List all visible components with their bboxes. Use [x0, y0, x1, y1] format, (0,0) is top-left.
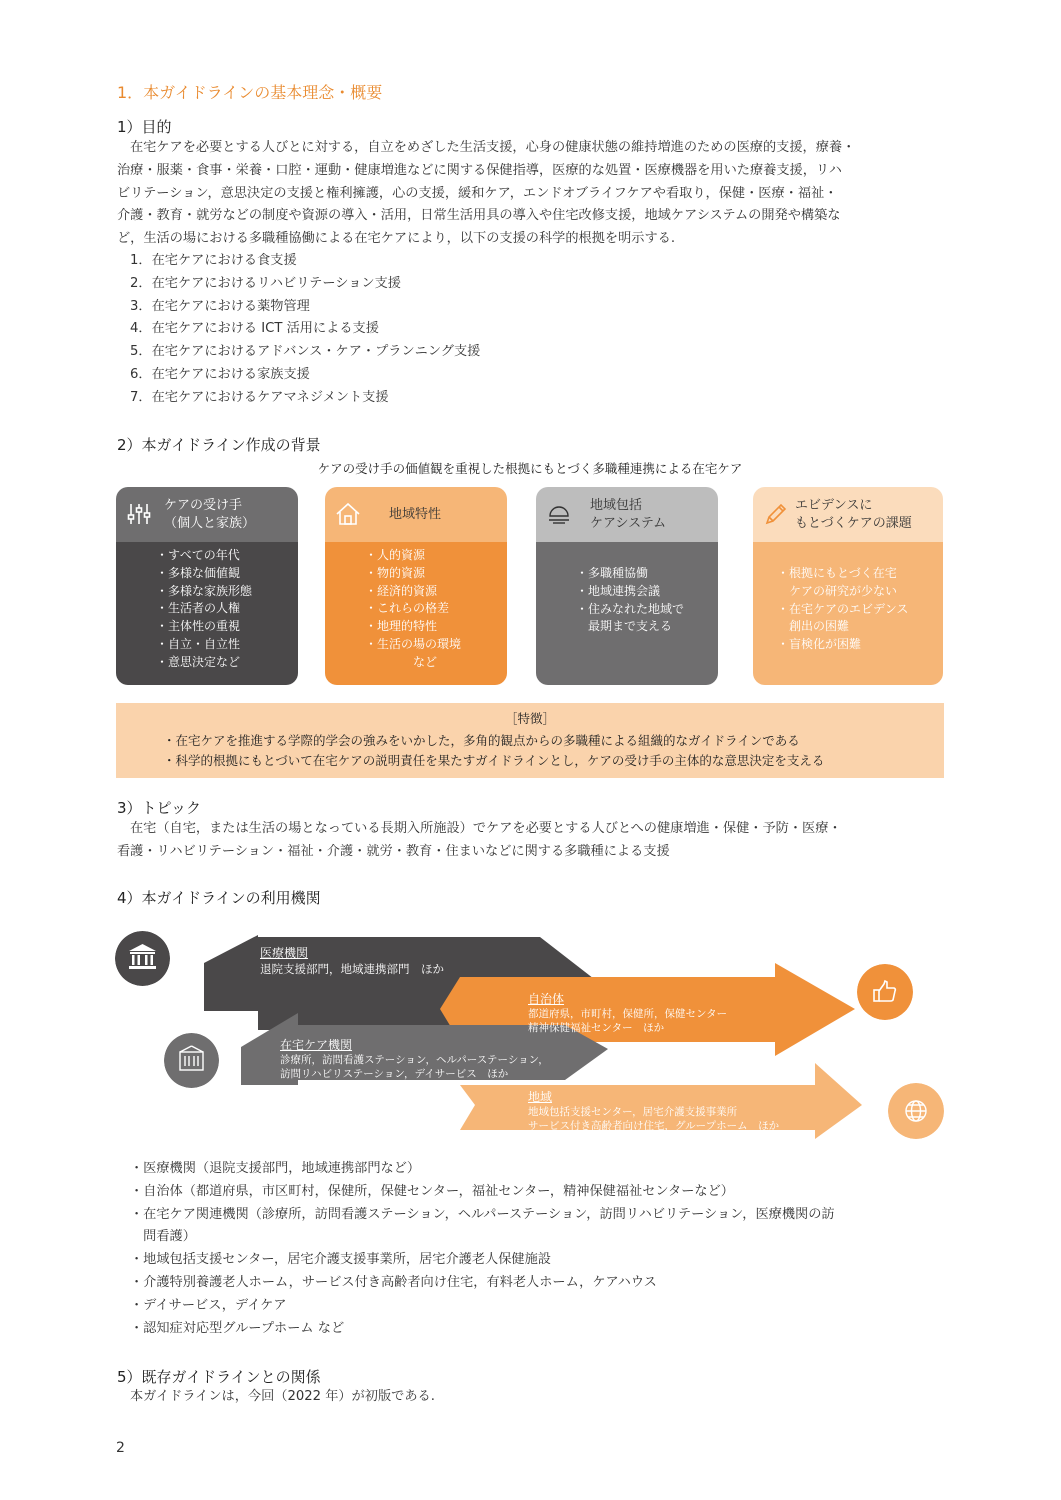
topic-heading: 3）トピック [117, 799, 201, 817]
house-icon [335, 501, 361, 527]
list-item: 7．在宅ケアにおけるケアマネジメント支援 [130, 389, 389, 405]
relation-text: 本ガイドラインは，今回（2022 年）が初版である. [130, 1389, 435, 1404]
background-heading: 2）本ガイドライン作成の背景 [117, 436, 321, 454]
feature-line: ・科学的根拠にもとづいて在宅ケアの説明責任を果たすガイドラインとし，ケアの受け手の主体的な意思決定を支える [163, 753, 825, 768]
list-item: ・自治体（都道府県，市区町村，保健所，保健センター，福祉センター，精神保健福祉センターなど） [130, 1183, 734, 1199]
arrow-home-care-label [280, 1036, 549, 1081]
card-item: 最期まで支える [576, 619, 673, 634]
list-item: 3．在宅ケアにおける薬物管理 [130, 298, 310, 314]
list-item: 6．在宅ケアにおける家族支援 [130, 366, 310, 382]
list-item: 問看護） [130, 1229, 196, 1245]
arrow-line: 訪問リハビリステーション，デイサービス ほか [280, 1068, 509, 1080]
relation-heading: 5）既存ガイドラインとの関係 [117, 1368, 321, 1386]
features-label: ［特徴］ [504, 711, 555, 726]
arrow-community-label [528, 1088, 779, 1133]
list-item: ・介護特別養護老人ホーム，サービス付き高齢者向け住宅，有料老人ホーム，ケアハウス [130, 1274, 657, 1290]
card-title-line: 地域特性 [389, 507, 442, 522]
arrow-title: 地域 [528, 1090, 553, 1104]
card-item: ・意思決定など [156, 654, 241, 669]
card-item: ・多様な家族形態 [156, 583, 253, 598]
purpose-line: ど，生活の場における多職種協働による在宅ケアにより，以下の支援の科学的根拠を明示する. [117, 231, 676, 247]
sliders-icon [126, 501, 152, 527]
feature-line: ・在宅ケアを推進する学際的学会の強みをいかした，多角的観点からの多職種による組織的なガイドラインである [163, 733, 800, 748]
topic-line: 在宅（自宅，または生活の場となっている長期入所施設）でケアを必要とする人びとへの健康増進・保健・予防・医療・ [130, 821, 842, 836]
arrow-title: 自治体 [528, 992, 565, 1006]
list-item: 2．在宅ケアにおけるリハビリテーション支援 [130, 275, 401, 291]
features-box [116, 703, 944, 778]
list-item: 1．在宅ケアにおける食支援 [130, 253, 297, 268]
institutions-heading: 4）本ガイドラインの利用機関 [117, 889, 321, 907]
card-item: ・多職種協働 [576, 566, 649, 580]
topic-paragraph [117, 818, 947, 864]
purpose-heading: 1）目的 [117, 118, 172, 136]
institutions-list [130, 1158, 950, 1340]
arrow-line: 精神保健福祉センター ほか [528, 1022, 665, 1034]
topic-line: 看護・リハビリテーション・福祉・介護・就労・教育・住まいなどに関する多職種による支援 [117, 843, 670, 859]
card-item: ・人的資源 [365, 548, 426, 562]
card-item: ・すべての年代 [156, 548, 240, 562]
card-item: ・地域連携会議 [576, 583, 661, 598]
arrow-line: 退院支援部門，地域連携部門 ほか [260, 962, 444, 976]
diagram-title: ケアの受け手の価値観を重視した根拠にもとづく多職種連携による在宅ケア [317, 461, 743, 476]
arrow-title: 在宅ケア機関 [280, 1038, 353, 1052]
list-item: 5．在宅ケアにおけるアドバンス・ケア・プランニング支援 [130, 344, 481, 360]
card-evidence-challenges [753, 487, 943, 685]
list-item: ・在宅ケア関連機関（診療所，訪問看護ステーション，ヘルパーステーション，訪問リハビリテーション，医療機関の訪 [130, 1206, 835, 1222]
purpose-line: 治療・服薬・食事・栄養・口腔・運動・健康増進などに関する保健指導，医療的な処置・医療機器を用いた療養支援，リハ [117, 162, 842, 178]
list-item: ・デイサービス，デイケア [130, 1297, 287, 1313]
card-item: ・地理的特性 [365, 619, 438, 634]
card-item: ケアの研究が少ない [777, 583, 898, 598]
hospital-building-icon [164, 1033, 219, 1088]
card-item: ・経済的資源 [365, 583, 438, 598]
arrow-title: 医療機関 [260, 946, 309, 960]
arrow-line: 都道府県，市町村，保健所，保健センター [528, 1008, 728, 1020]
card-regional-characteristics [325, 487, 507, 685]
card-item: ・生活の場の環境 [365, 636, 462, 651]
card-item: ・多様な価値観 [156, 565, 241, 580]
card-title-line: 地域包括 [590, 498, 643, 513]
purpose-line: 在宅ケアを必要とする人びとに対する，自立をめざした生活支援，心身の健康状態の維持増進のための医療的支援，療養・ [130, 140, 856, 155]
card-item: ・盲検化が困難 [777, 637, 862, 652]
card-item: ・在宅ケアのエビデンス [777, 601, 909, 616]
arrow-line: サービス付き高齢者向け住宅，グループホーム ほか [528, 1120, 780, 1132]
arrow-municipality-label [528, 990, 727, 1035]
card-item: ・生活者の人権 [156, 601, 241, 616]
card-community-care-system [536, 487, 718, 685]
bank-icon [115, 931, 170, 986]
card-title-line: もとづくケアの課題 [795, 516, 912, 531]
list-item: 4．在宅ケアにおける ICT 活用による支援 [130, 321, 379, 337]
card-item: 創出の困難 [777, 619, 850, 634]
arrow-line: 地域包括支援センター，居宅介護支援事業所 [528, 1106, 738, 1118]
card-item: ・住みなれた地域で [576, 601, 685, 616]
card-item: ・主体性の重視 [156, 619, 241, 634]
card-item: ・自立・自立性 [156, 636, 241, 651]
purpose-line: 介護・教育・就労などの制度や資源の導入・活用，日常生活用具の導入や住宅改修支援，地域ケアシステムの開発や構築な [117, 208, 841, 224]
section-title: 1．本ガイドラインの基本理念・概要 [117, 83, 383, 102]
purpose-paragraph [117, 137, 947, 251]
card-item: など [365, 654, 438, 669]
card-title-line: ケアの受け手 [164, 498, 243, 513]
card-care-recipient [116, 487, 298, 685]
card-item: ・根拠にもとづく在宅 [777, 566, 897, 580]
card-title-line: （個人と家族） [164, 516, 256, 531]
arrow-medical-label [260, 944, 444, 977]
card-title-line: ケアシステム [590, 516, 667, 531]
pencil-icon [763, 501, 789, 527]
list-item: ・医療機関（退院支援部門，地域連携部門など） [130, 1161, 421, 1176]
card-title-line: エビデンスに [795, 498, 873, 513]
globe-icon [888, 1083, 944, 1139]
arrow-line: 診療所，訪問看護ステーション，ヘルパーステーション， [280, 1054, 549, 1066]
purpose-list [130, 250, 480, 410]
list-item: ・認知症対応型グループホーム など [130, 1320, 345, 1336]
card-item: ・これらの格差 [365, 601, 450, 616]
purpose-line: ビリテーション，意思決定の支援と権利擁護，心の支援，緩和ケア，エンドオブライフケアや看取り，保健・医療・福祉・ [117, 185, 838, 201]
thumbs-up-icon [857, 964, 913, 1020]
card-item: ・物的資源 [365, 565, 426, 580]
list-item: ・地域包括支援センター，居宅介護支援事業所，居宅介護老人保健施設 [130, 1252, 551, 1268]
page-number: 2 [116, 1440, 125, 1456]
lamp-icon [546, 501, 572, 527]
